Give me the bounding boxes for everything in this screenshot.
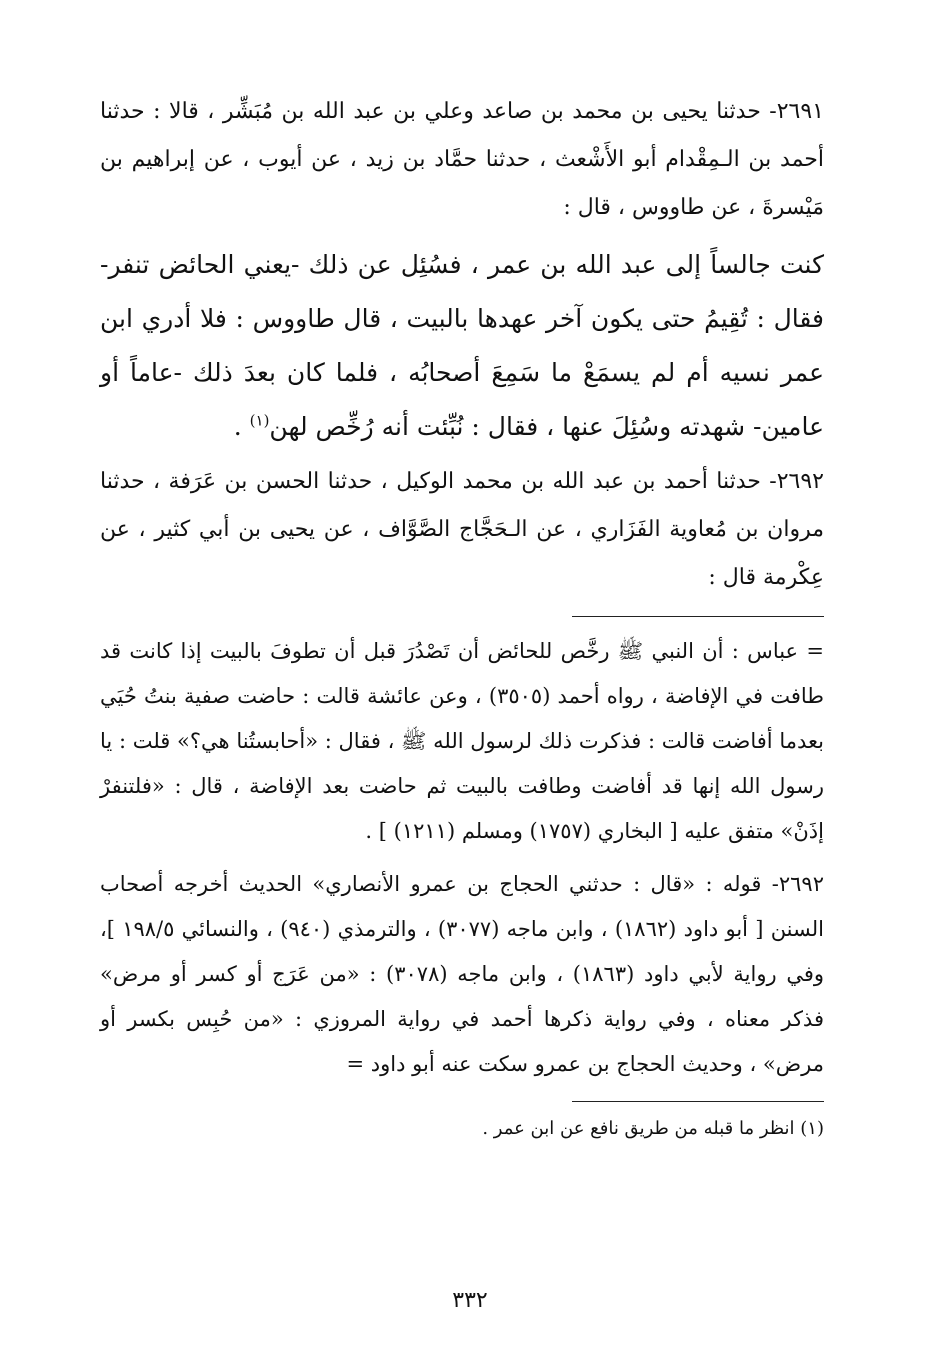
page-number: ٣٣٢ [452,1288,488,1313]
hadith-2691-matn-text: كنت جالساً إلى عبد الله بن عمر ، فسُئِل عن ذلك -يعني الحائض تنفر- فقال : تُقِيمُ حتى يكون آخر عهدها بالبيت ، قال طاووس : فلا أدري ابن عمر نسيه أم لم يسمَعْ ما سَمِعَ أصحابُه ، فلما كان بعدَ ذلك -عاماً أو عامين- شهدته وسُئِلَ عنها ، فقال : نُبِّئت أنه رُخِّص لهن [100,250,824,441]
footnote-1: (١) انظر ما قبله من طريق نافع عن ابن عمر . [482,1118,824,1139]
footnote-divider [572,1101,824,1102]
hadith-2691-isnad: ٢٦٩١- حدثنا يحيى بن محمد بن صاعد وعلي بن عبد الله بن مُبَشِّر ، قالا : حدثنا أحمد بن الـمِقْدام أبو الأَشْعث ، حدثنا حمَّاد بن زيد ، عن أيوب ، عن إبراهيم بن مَيْسرةَ ، عن طاووس ، قال : [100,99,824,220]
hadith-2692-isnad: ٢٦٩٢- حدثنا أحمد بن عبد الله بن محمد الوكيل ، حدثنا الحسن بن عَرَفة ، حدثنا مروان بن مُعاوية الفَزَاري ، عن الـحَجَّاج الصَّوَّاف ، عن يحيى بن أبي كثير ، عن عِكْرمة قال : [100,469,824,590]
commentary-continued: = عباس : أن النبي ﷺ رخَّص للحائض أن تَصْدُرَ قبل أن تطوفَ بالبيت إذا كانت قد طافت في الإفاضة ، رواه أحمد (٣٥٠٥) ، وعن عائشة قالت : حاضت صفية بنتُ حُيَي بعدما أفاضت قالت : فذكرت ذلك لرسول الله ﷺ ، فقال : «أحابستُنا هي؟» قلت : يا رسول الله إنها قد أفاضت وطافت بالبيت ثم حاضت بعد الإفاضة ، قال : «فلتنفرْ إذَنْ» متفق عليه [ البخاري (١٧٥٧) ومسلم (١٢١١) ] . [100,639,824,843]
commentary-divider [572,616,824,617]
footnote-marker[interactable]: (١) [249,411,270,430]
hadith-2691-matn [100,238,824,454]
page-body [100,88,824,1146]
hadith-2691-matn-end: . [233,412,250,441]
commentary-2692: ٢٦٩٢- قوله : «قال : حدثني الحجاج بن عمرو الأنصاري» الحديث أخرجه أصحاب السنن [ أبو داود (١٨٦٢) ، وابن ماجه (٣٠٧٧) ، والترمذي (٩٤٠) ، والنسائي ١٩٨/٥ ]، وفي رواية لأبي داود (١٨٦٣) ، وابن ماجه (٣٠٧٨) : «من عَرَج أو كسر أو مرض» فذكر معناه ، وفي رواية ذكرها أحمد في رواية المروزي : «من حُبِس بكسر أو مرض» ، وحديث الحجاج بن عمرو سكت عنه أبو داود = [100,872,825,1076]
